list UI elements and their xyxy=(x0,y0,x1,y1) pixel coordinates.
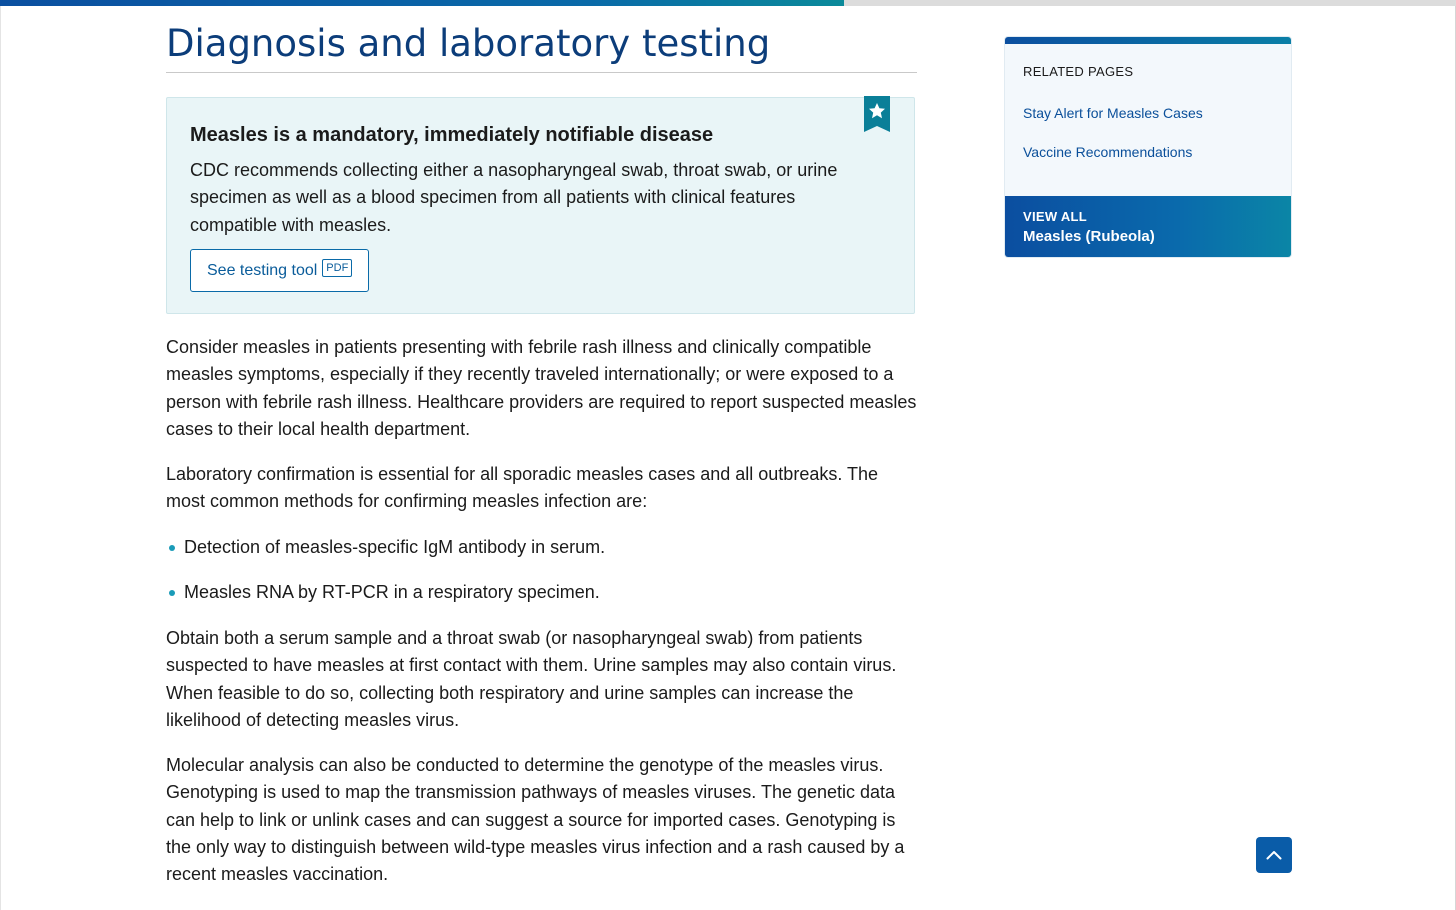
related-link-stay-alert[interactable]: Stay Alert for Measles Cases xyxy=(1023,105,1203,121)
bookmark-star-icon xyxy=(864,96,890,132)
bullet-dot xyxy=(169,590,175,596)
paragraph-lab-confirmation: Laboratory confirmation is essential for all sporadic measles cases and all outbreaks. The most common methods for confirming measles infection are: xyxy=(166,464,879,512)
list-item-text: Measles RNA by RT-PCR in a respiratory specimen. xyxy=(184,582,600,602)
paragraph-consider-measles: Consider measles in patients presenting with febrile rash illness and clinically compatible measles symptoms, especially if they recently traveled internationally; or were exposed to a person with febrile rash illness. Healthcare providers are required to report suspected measles cases to their local health department. xyxy=(166,337,917,439)
view-all-target: Measles (Rubeola) xyxy=(1023,228,1155,245)
callout-text: CDC recommends collecting either a nasopharyngeal swab, throat swab, or urine specimen as well as a blood specimen from all patients with clinical features compatible with measles. xyxy=(190,160,838,235)
callout-title: Measles is a mandatory, immediately notifiable disease xyxy=(190,124,714,146)
view-all-label: VIEW ALL xyxy=(1023,209,1088,224)
page-title: Diagnosis and laboratory testing xyxy=(166,20,917,73)
related-pages-heading: RELATED PAGES xyxy=(1023,64,1134,79)
pdf-tag: PDF xyxy=(322,259,352,277)
back-to-top-button[interactable] xyxy=(1256,837,1292,873)
scroll-progress-bar xyxy=(0,0,1456,6)
related-link-vaccine-recommendations[interactable]: Vaccine Recommendations xyxy=(1023,144,1193,160)
paragraph-obtain-samples: Obtain both a serum sample and a throat swab (or nasopharyngeal swab) from patients suspected to have measles at first contact with them. Urine samples may also contain virus. When feasible to do so, collecting both respiratory and urine samples can increase the likelihood of detecting measles virus. xyxy=(166,628,897,730)
related-pages-panel xyxy=(1004,36,1292,258)
bullet-dot xyxy=(169,545,175,551)
chevron-up-icon xyxy=(1266,850,1282,860)
list-item-text: Detection of measles-specific IgM antibody in serum. xyxy=(184,537,606,557)
panel-top-strip xyxy=(1005,37,1292,44)
paragraph-molecular-analysis: Molecular analysis can also be conducted to determine the genotype of the measles virus. Genotyping is used to map the transmission pathways of measles viruses. The genetic data can help to link or unlink cases and can suggest a source for imported cases. Genotyping is the only way to distinguish between wild-type measles virus infection and a rash caused by a recent measles vaccination. xyxy=(166,755,905,885)
see-testing-tool-button[interactable] xyxy=(190,249,369,292)
see-testing-tool-label: See testing tool xyxy=(207,261,318,279)
main-content xyxy=(166,20,917,885)
scroll-progress-fill xyxy=(0,0,844,6)
notifiable-disease-callout xyxy=(166,97,915,314)
page-edge-left xyxy=(0,6,1,910)
view-all-measles-button[interactable] xyxy=(1005,196,1292,258)
